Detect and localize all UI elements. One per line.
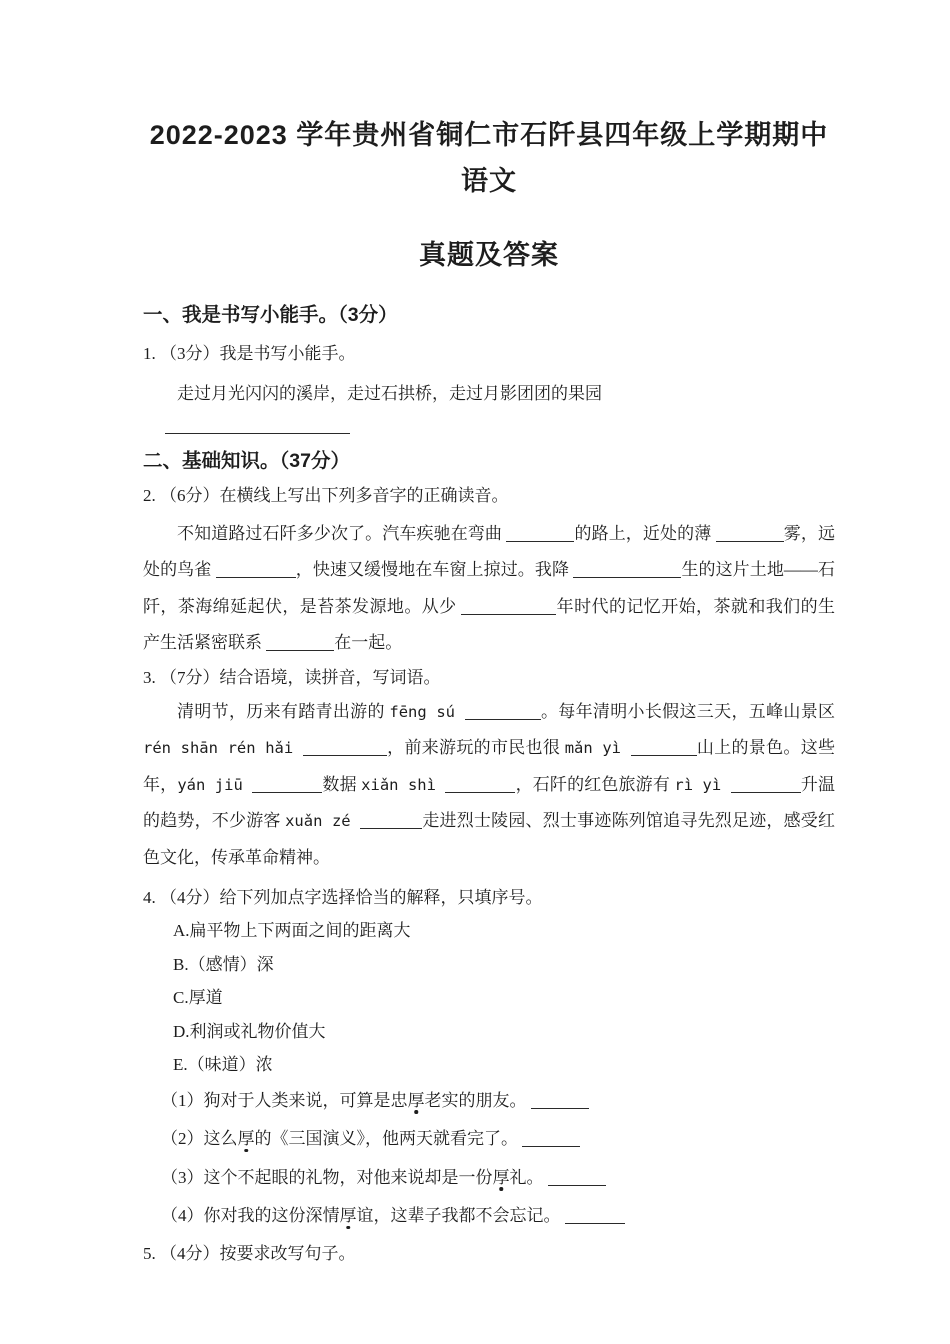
pinyin-text: yán jiū xyxy=(177,775,253,794)
text-run: 走过月光闪闪的溪岸，走过石拱桥，走过月影团团的果园 xyxy=(177,384,602,403)
answer-blank xyxy=(506,527,574,542)
answer-blank xyxy=(565,1209,625,1224)
question-4-heading: 4. （4分）给下列加点字选择恰当的解释，只填序号。 xyxy=(143,888,543,907)
question-4-item-4 xyxy=(161,1197,835,1236)
text-run: 的路上，近处的薄 xyxy=(574,523,716,543)
answer-blank xyxy=(216,563,296,578)
question-4-option-d: D.利润或礼物价值大 xyxy=(173,1021,326,1041)
question-4-option-b: B.（感情）深 xyxy=(173,954,274,974)
answer-blank xyxy=(445,778,515,793)
answer-blank xyxy=(548,1171,606,1186)
question-1-heading: 1. （3分）我是书写小能手。 xyxy=(143,344,356,363)
pinyin-text: fēng sú xyxy=(389,702,465,721)
question-4-item-2 xyxy=(161,1120,835,1159)
question-3-heading: 3. （7分）结合语境，读拼音，写词语。 xyxy=(143,667,441,687)
text-run: 。每年清明小长假这三天，五峰山景区 xyxy=(540,701,836,721)
question-4-option-c: C.厚道 xyxy=(173,988,223,1007)
text-run: 谊，这辈子我都不会忘记。 xyxy=(356,1206,565,1225)
text-run: （3）这个不起眼的礼物，对他来说却是一份 xyxy=(161,1167,493,1187)
question-5-heading: 5. （4分）按要求改写句子。 xyxy=(143,1243,356,1263)
answer-blank xyxy=(360,814,422,829)
answer-blank xyxy=(266,636,334,651)
emphasized-char: 厚 xyxy=(407,1090,425,1110)
text-run: 的《三国演义》，他两天就看完了。 xyxy=(254,1129,523,1148)
question-2-heading: 2. （6分）在横线上写出下列多音字的正确读音。 xyxy=(143,485,509,505)
answer-blank xyxy=(731,778,801,793)
text-run: （4）你对我的这份深情 xyxy=(161,1206,340,1225)
answer-blank xyxy=(461,600,556,615)
text-run: 不知道路过石阡多少次了。汽车疾驰在弯曲 xyxy=(177,523,507,543)
question-4-option-e: E.（味道）浓 xyxy=(173,1055,273,1074)
text-run: （2）这么 xyxy=(161,1129,238,1148)
text-run: 生的这片土地——石阡，茶海绵延起伏，是苔茶发源地。从少 xyxy=(143,560,836,616)
pinyin-text: mǎn yì xyxy=(564,739,631,757)
text-run: 山上的景色。这些年， xyxy=(143,738,836,794)
answer-blank xyxy=(631,741,697,756)
question-4-item-1 xyxy=(161,1082,835,1121)
text-run: 雾，远处的鸟雀 xyxy=(143,523,836,579)
text-run: （1）狗对于人类来说，可算是忠 xyxy=(161,1090,408,1110)
text-run: ，石阡的红色旅游有 xyxy=(515,774,675,794)
answer-blank xyxy=(303,741,387,756)
text-run: 走进烈士陵园、烈士事迹陈列馆追寻先烈足迹，感受红色文化，传承革命精神。 xyxy=(143,811,836,867)
text-run: 年时代的记忆开始，茶就和我们的生产生活紧密联系 xyxy=(143,596,836,652)
emphasized-char: 厚 xyxy=(237,1129,255,1148)
pinyin-text: xiǎn shì xyxy=(361,775,446,794)
text-run: 老实的朋友。 xyxy=(424,1090,531,1110)
text-run: 数据 xyxy=(322,774,362,794)
question-3-passage xyxy=(143,694,835,877)
pinyin-text: xuǎn zé xyxy=(285,812,361,830)
document-content xyxy=(143,112,835,1270)
answer-blank xyxy=(716,527,784,542)
question-1-sentence xyxy=(143,376,835,413)
answer-blank xyxy=(522,1132,580,1147)
question-4-item-3 xyxy=(161,1159,835,1198)
section-2-heading: 二、基础知识。（37分） xyxy=(143,449,350,472)
exam-title-line2: 真题及答案 xyxy=(419,240,559,270)
text-run: 清明节，历来有踏青出游的 xyxy=(177,701,390,721)
answer-blank xyxy=(465,705,541,720)
document-body xyxy=(143,300,835,1270)
text-run: ，前来游玩的市民也很 xyxy=(386,738,565,757)
answer-blank xyxy=(252,778,322,793)
text-run: 升温的趋势，不少游客 xyxy=(143,774,836,830)
section-1-heading: 一、我是书写小能手。（3分） xyxy=(143,304,398,326)
emphasized-char: 厚 xyxy=(339,1206,357,1225)
exam-title-line1: 2022-2023 学年贵州省铜仁市石阡县四年级上学期期中语文 xyxy=(149,120,829,196)
answer-blank xyxy=(573,563,681,578)
emphasized-char: 厚 xyxy=(492,1167,510,1187)
pinyin-text: rì yì xyxy=(674,775,731,794)
question-1-answer-line xyxy=(165,433,350,434)
text-run: ，快速又缓慢地在车窗上掠过。我降 xyxy=(295,560,574,579)
text-run: 在一起。 xyxy=(334,633,403,652)
text-run: 礼。 xyxy=(509,1167,548,1187)
question-4-option-a: A.扁平物上下两面之间的距离大 xyxy=(173,921,411,940)
question-2-passage xyxy=(143,516,835,662)
pinyin-text: rén shān rén hǎi xyxy=(143,739,303,757)
answer-blank xyxy=(531,1094,589,1109)
